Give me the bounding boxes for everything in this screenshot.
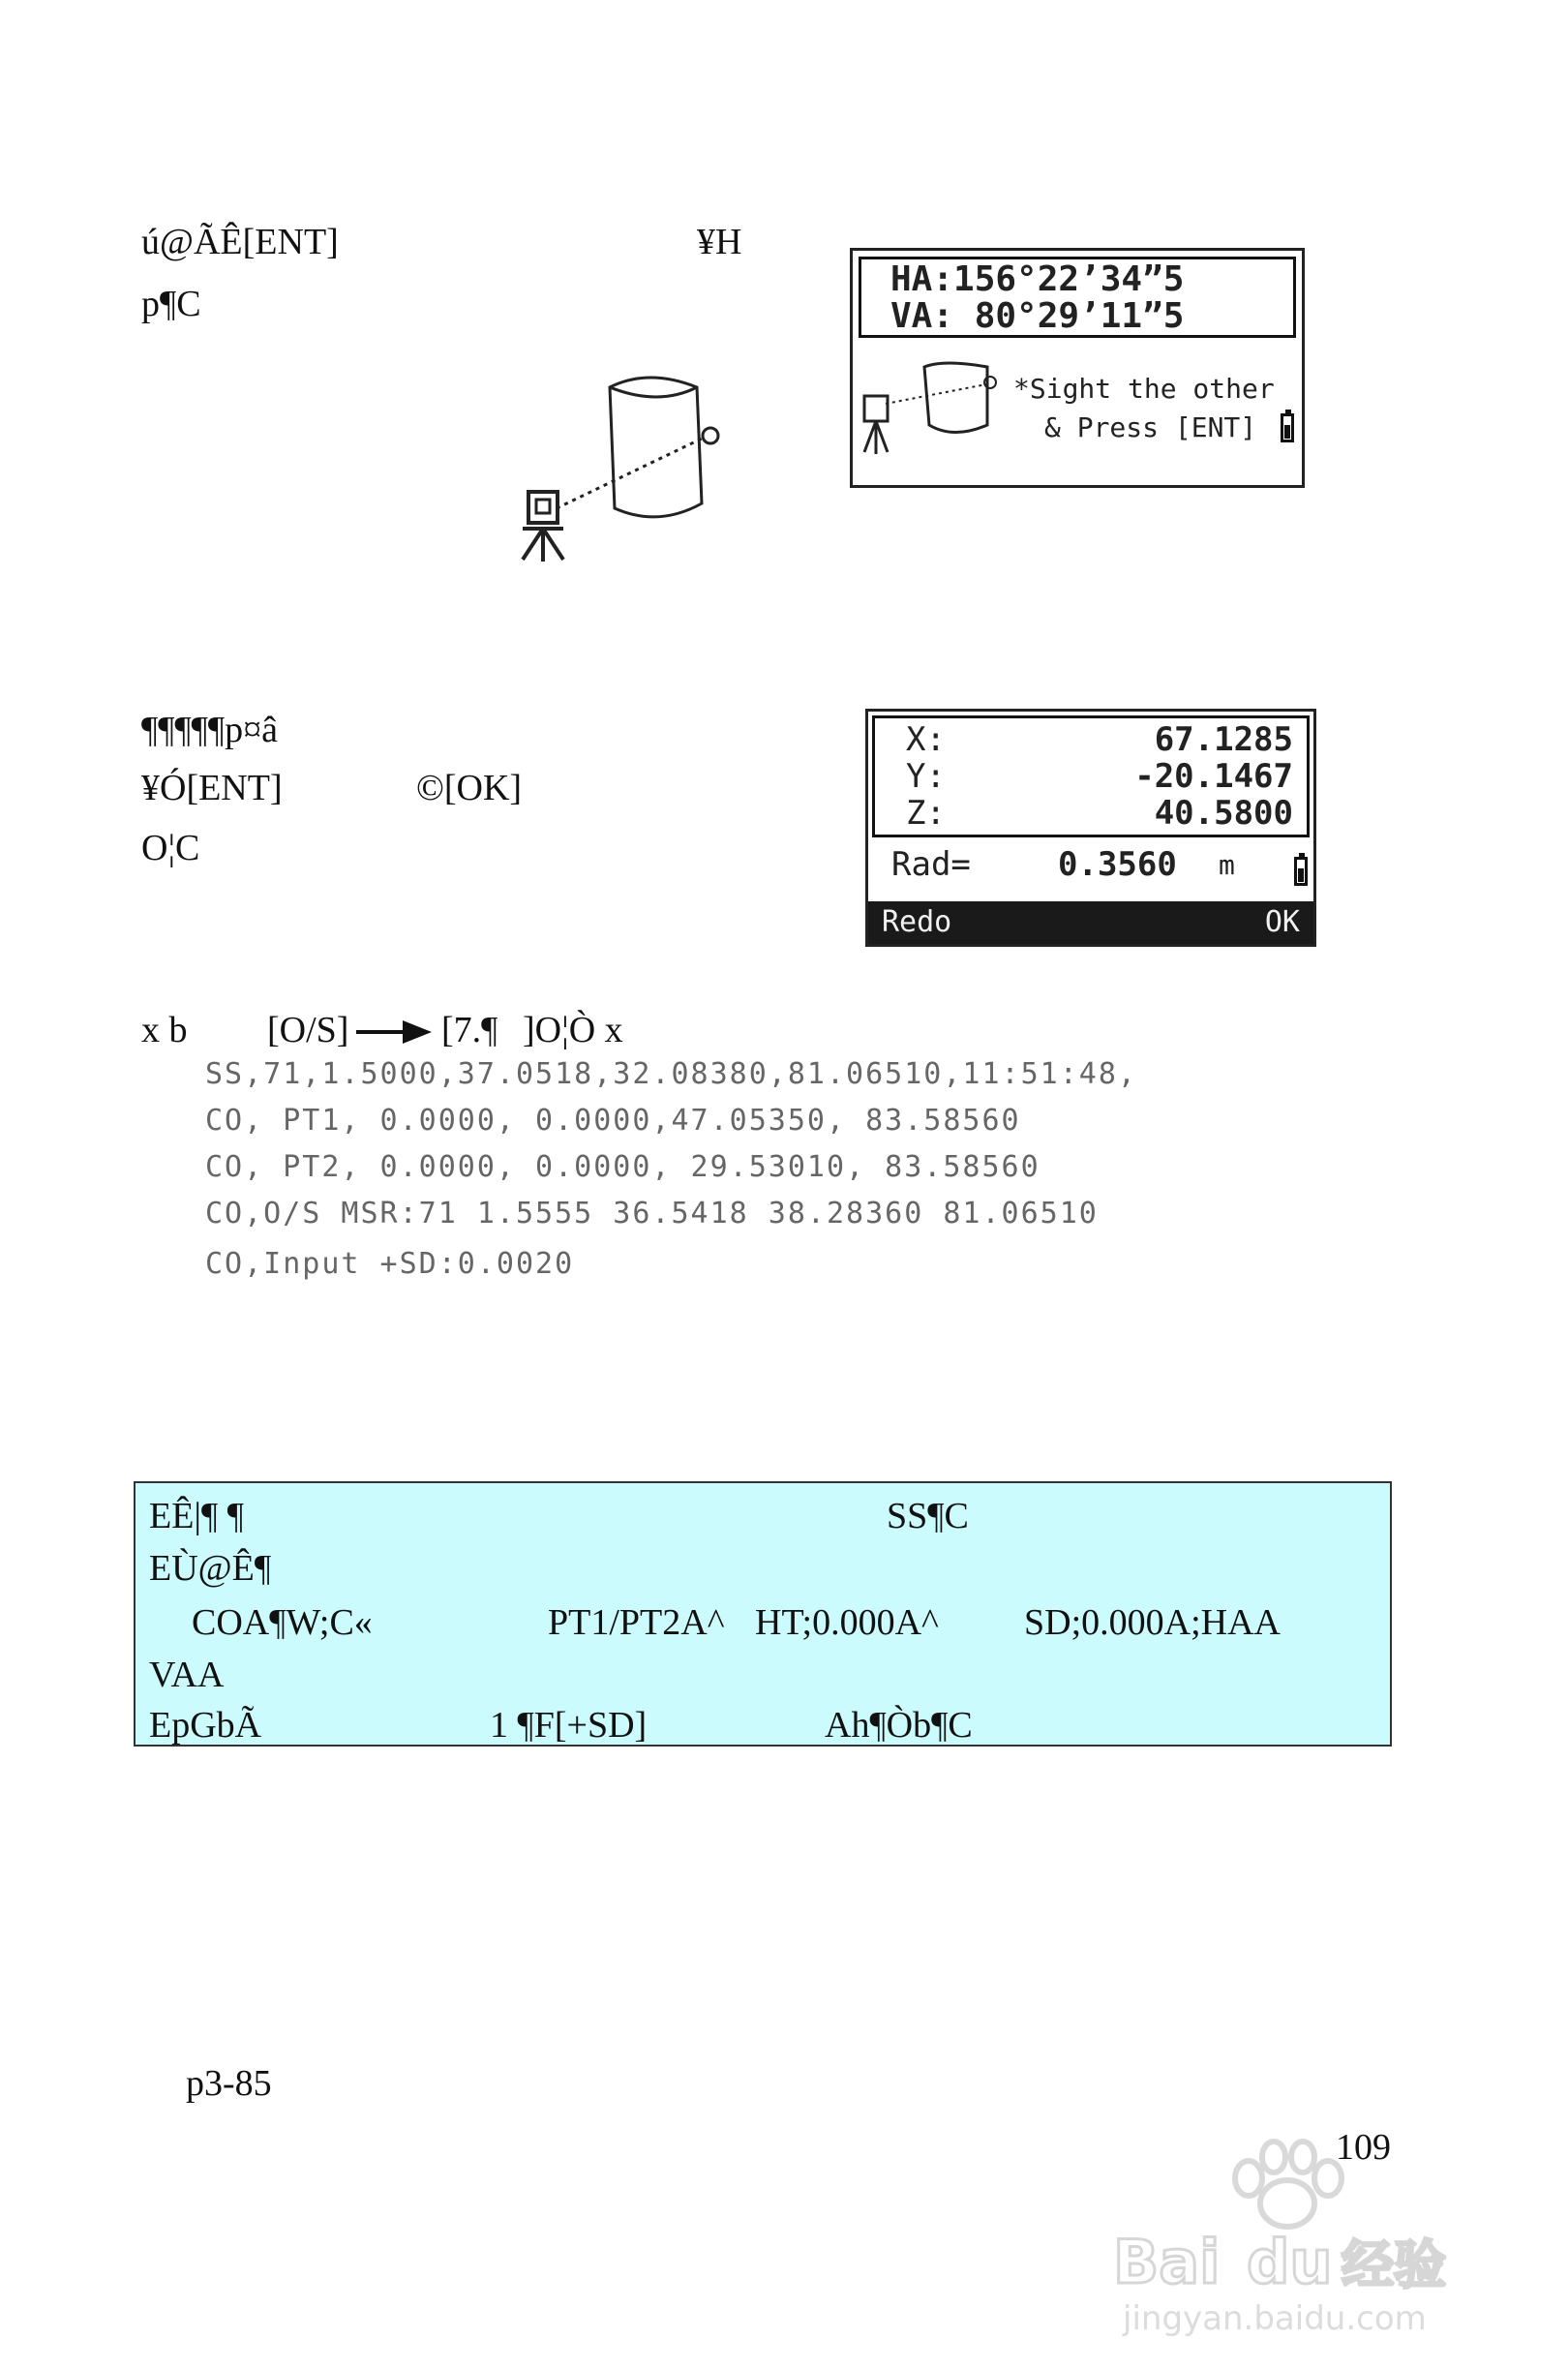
redo-softkey[interactable]: Redo: [882, 905, 952, 939]
section1-line1-left: ú@ÃÊ[ENT]: [141, 222, 339, 262]
vertical-angle: VA: 80°29’11”5: [890, 296, 1185, 336]
section2-line1: ¶¶¶¶¶p¤â: [141, 710, 278, 750]
note-row5-b: 1 ¶F[+SD]: [490, 1705, 648, 1746]
instrument-screen-angles: [850, 248, 1305, 488]
section1-line2: p¶C: [141, 284, 201, 324]
z-value: 40.5800: [1154, 794, 1293, 833]
section1-line1-right: ¥H: [697, 222, 742, 262]
sight-prompt-line2: & Press [ENT]: [1044, 411, 1257, 443]
note-row1-right: SS¶C: [887, 1496, 969, 1536]
log-line: SS,71,1.5000,37.0518,32.08380,81.06510,11:51:48,: [205, 1057, 1137, 1091]
note-row3-a: COA¶W;C«: [192, 1602, 373, 1643]
section3-heading-b: [O/S]: [267, 1010, 349, 1050]
section3-heading-a: x b: [141, 1010, 188, 1050]
section3-heading-c: [7.¶: [441, 1010, 498, 1050]
section3-heading-d: ]O¦Ò x: [523, 1010, 623, 1050]
note-row4: VAA: [149, 1655, 225, 1695]
radius-label: Rad=: [891, 845, 971, 884]
note-row5-a: EpGbÃ: [149, 1705, 262, 1746]
log-line: CO, PT1, 0.0000, 0.0000,47.05350, 83.58560: [205, 1104, 1021, 1138]
section2-line2-b: ©[OK]: [416, 768, 523, 808]
instrument-screen-coordinates: [865, 709, 1316, 947]
note-row3-c: HT;0.000A^: [755, 1602, 939, 1643]
coordinate-readout-panel: [872, 715, 1310, 837]
battery-icon: [1281, 413, 1294, 442]
svg-text:经验: 经验: [1342, 2234, 1446, 2295]
baidu-watermark-logo: [1103, 2111, 1471, 2343]
angle-readout-panel: [859, 257, 1296, 338]
note-row2: EÙ@Ê¶: [149, 1548, 272, 1589]
note-row3-b: PT1/PT2A^: [548, 1602, 725, 1643]
y-label: Y:: [906, 757, 946, 796]
log-line: CO, PT2, 0.0000, 0.0000, 29.53010, 83.58560: [205, 1150, 1040, 1184]
svg-text:du: du: [1247, 2227, 1333, 2297]
svg-text:Bai: Bai: [1113, 2227, 1221, 2297]
note-row1-left: EÊ|¶ ¶: [149, 1496, 244, 1536]
page-reference: p3-85: [186, 2063, 272, 2104]
right-arrow-icon: [356, 1020, 434, 1044]
y-value: -20.1467: [1134, 757, 1293, 796]
softkey-bar: [868, 901, 1313, 944]
page-number: 109: [1336, 2127, 1391, 2168]
ok-softkey[interactable]: OK: [1264, 905, 1300, 939]
section2-line2-a: ¥Ó[ENT]: [141, 768, 283, 808]
sight-prompt-line1: *Sight the other: [1013, 373, 1275, 405]
battery-icon: [1294, 857, 1308, 886]
x-value: 67.1285: [1154, 720, 1293, 759]
svg-text:jingyan.baidu.com: jingyan.baidu.com: [1123, 2299, 1427, 2338]
note-row3-d: SD;0.000A;HAA: [1024, 1602, 1281, 1643]
radius-value: 0.3560: [1058, 845, 1177, 884]
z-label: Z:: [906, 794, 946, 833]
mini-sighting-icon: [857, 348, 1002, 464]
horizontal-angle: HA:156°22’34”5: [890, 259, 1185, 299]
section2-line3: O¦C: [141, 828, 200, 868]
x-label: X:: [906, 720, 946, 759]
radius-unit: m: [1219, 849, 1235, 881]
log-line: CO,Input +SD:0.0020: [205, 1247, 575, 1281]
log-line: CO,O/S MSR:71 1.5555 36.5418 38.28360 81.06510: [205, 1197, 1099, 1231]
note-box: [134, 1481, 1392, 1747]
cylinder-sighting-illustration: [503, 349, 736, 571]
note-row5-c: Ah¶Òb¶C: [825, 1705, 973, 1746]
